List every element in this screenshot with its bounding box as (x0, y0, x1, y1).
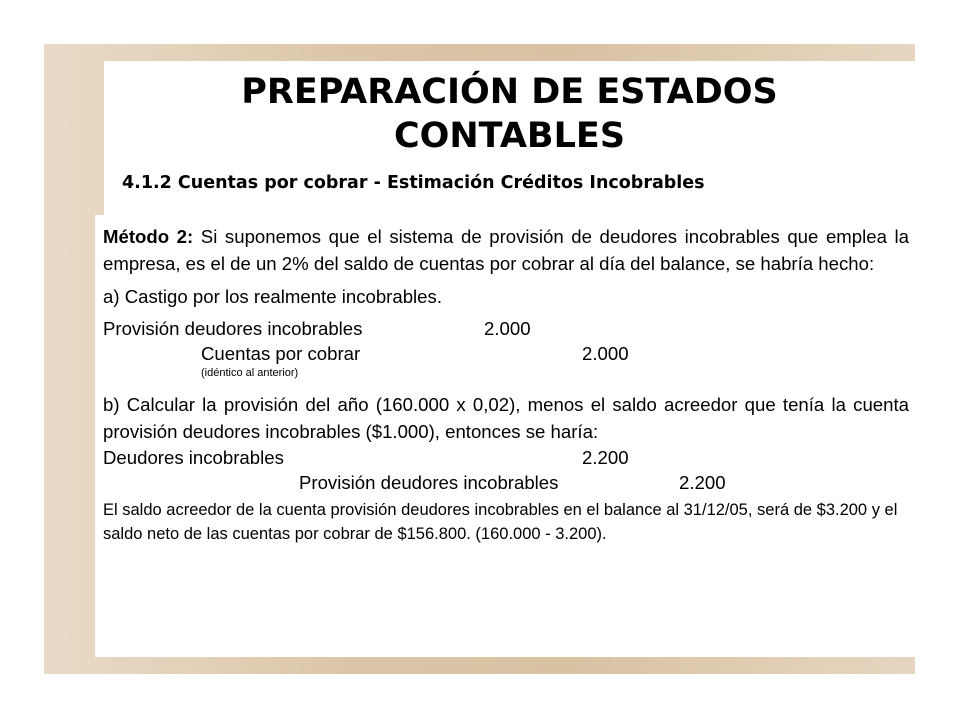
step-b-text: b) Calcular la provisión del año (160.000 x 0,02), menos el saldo acreedor que tenía la cuenta provisión deudores incobrables ($1.000), entonces se haría: (103, 394, 909, 442)
entry-b-credit-account: Provisión deudores incobrables (299, 472, 559, 493)
slide-body (103, 223, 909, 546)
metodo-text: Si suponemos que el sistema de provisión de deudores incobrables que emplea la empresa, es el de un 2% del saldo de cuentas por cobrar al día del balance, se habría hecho: (103, 226, 909, 274)
entry-a-credit-amount: 2.000 (582, 343, 629, 364)
conclusion-text: El saldo acreedor de la cuenta provisión deudores incobrables en el balance al 31/12/05, será de $3.200 y el saldo neto de las cuentas por cobrar de $156.800. (160.000 - 3.200). (103, 501, 898, 543)
slide-subtitle: 4.1.2 Cuentas por cobrar - Estimación Créditos Incobrables (122, 173, 705, 193)
entry-a-debit-account: Provisión deudores incobrables (103, 318, 363, 339)
entry-a-debit-row (103, 316, 909, 341)
metodo-label: Método 2: (103, 226, 194, 247)
slide-title (104, 70, 915, 158)
entry-b-credit-row (103, 470, 909, 495)
entry-b-debit-account: Deudores incobrables (103, 447, 284, 468)
entry-a-debit-amount: 2.000 (484, 318, 531, 339)
entry-b-credit-amount: 2.200 (679, 472, 726, 493)
title-line-2: CONTABLES (393, 116, 626, 156)
entry-b-debit-row (103, 445, 909, 470)
entry-a-note: (idéntico al anterior) (201, 367, 299, 379)
step-a-text: a) Castigo por los realmente incobrables. (103, 286, 442, 307)
title-line-1: PREPARACIÓN DE ESTADOS (241, 72, 778, 112)
entry-b-debit-amount: 2.200 (582, 447, 629, 468)
entry-a-credit-account: Cuentas por cobrar (201, 343, 361, 364)
metodo-paragraph (103, 223, 909, 277)
entry-a-credit-row (103, 341, 909, 366)
